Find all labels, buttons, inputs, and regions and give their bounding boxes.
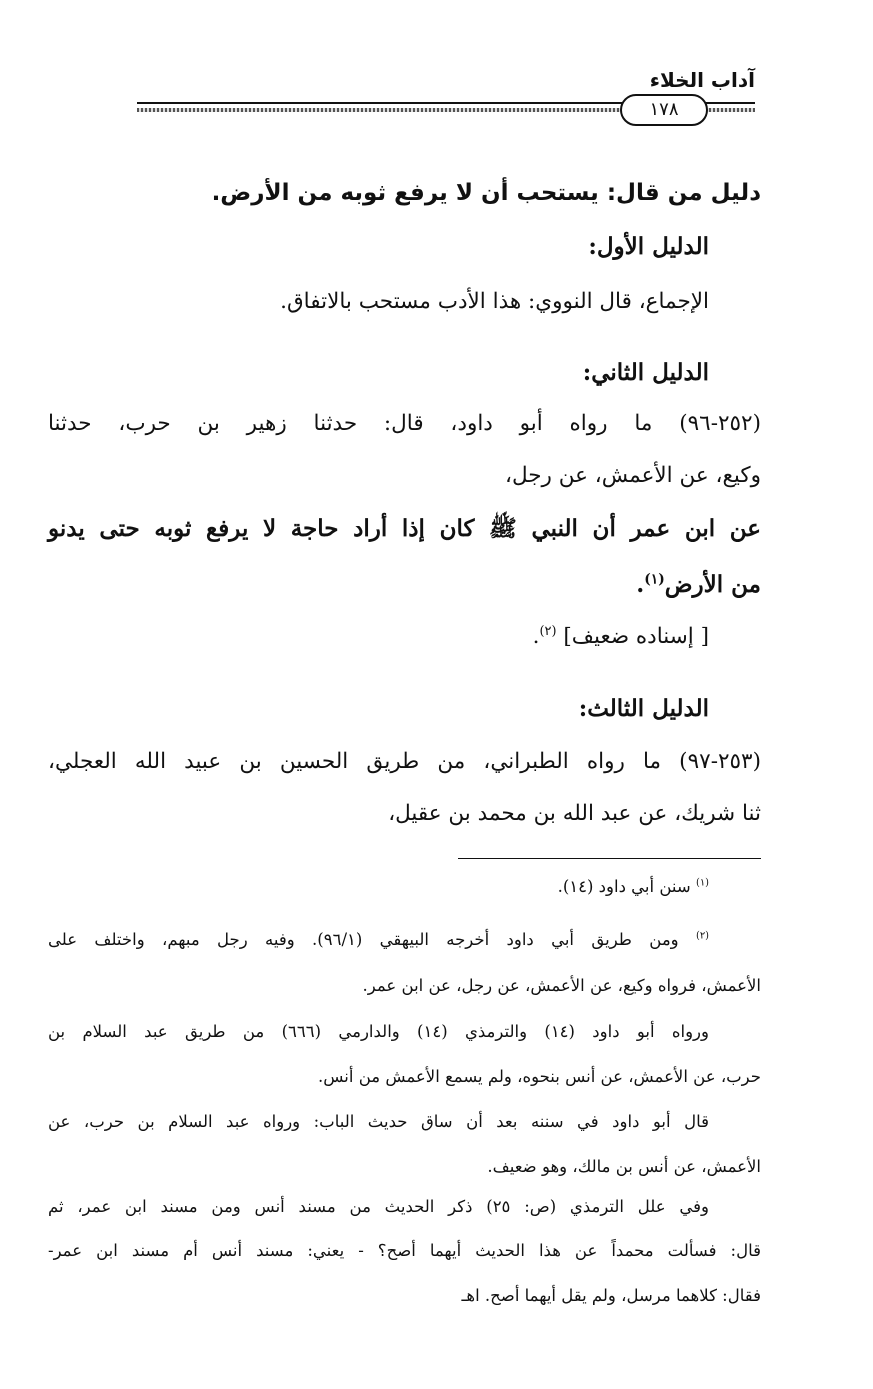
evidence-3-line-2: ثنا شريك، عن عبد الله بن محمد بن عقيل، (388, 801, 761, 826)
grade-line: [ إسناده ضعيف] $^{(٢)}$. (532, 624, 709, 650)
footnote-1-number: (١) (695, 877, 709, 889)
running-title: آداب الخلاء (649, 68, 755, 92)
footnote-ref-2: (٢) (539, 624, 557, 639)
footnote-2-line-1 (48, 930, 709, 950)
footnote-p2-line-2: حرب، عن الأعمش، عن أنس بنحوه، ولم يسمع الأعمش من أنس. (318, 1067, 761, 1086)
evidence-2-heading: الدليل الثاني: (582, 359, 709, 386)
evidence-2-line-2: وكيع، عن الأعمش، عن رجل، (505, 463, 761, 488)
page-number: ١٧٨ (620, 94, 708, 126)
footnote-ref-1: (١) (644, 571, 665, 588)
evidence-3-heading: الدليل الثالث: (578, 695, 709, 722)
footnote-2-line-2: الأعمش، فرواه وكيع، عن الأعمش، عن رجل، عن ابن عمر. (362, 976, 761, 995)
footnote-1-text: سنن أبي داود (١٤). (557, 877, 691, 896)
footnote-separator (458, 858, 761, 859)
footnote-p4-line-1: وفي علل الترمذي (ص: ٢٥) ذكر الحديث من مسند أنس ومن مسند ابن عمر، ثم (48, 1197, 709, 1216)
footnote-1 (48, 877, 709, 897)
footnote-p4-line-3: فقال: كلاهما مرسل، ولم يقل أيهما أصح. اهـ (461, 1286, 761, 1305)
evidence-1-heading: الدليل الأول: (588, 233, 709, 260)
footnote-p2-line-1: ورواه أبو داود (١٤) والترمذي (١٤) والدارمي (٦٦٦) من طريق عبد السلام بن (48, 1022, 709, 1041)
evidence-1-text: الإجماع، قال النووي: هذا الأدب مستحب بالاتفاق. (280, 289, 709, 314)
hadith-line-2-text: من الأرض (664, 571, 761, 598)
hadith-line-2: من الأرض$^{(١)}$. (636, 571, 761, 598)
section-title: دليل من قال: يستحب أن لا يرفع ثوبه من الأرض. (211, 180, 761, 206)
footnote-p3-line-2: الأعمش، عن أنس بن مالك، وهو ضعيف. (487, 1157, 761, 1176)
footnote-2-number: (٢) (695, 930, 709, 942)
grade-text: [ إسناده ضعيف] (563, 624, 709, 650)
evidence-3-line-1: (٢٥٣-٩٧) ما رواه الطبراني، من طريق الحسين بن عبيد الله العجلي، (48, 749, 761, 774)
footnote-p4-line-2: قال: فسألت محمداً عن هذا الحديث أيهما أصح؟ - يعني: مسند أنس أم مسند ابن عمر- (48, 1241, 761, 1260)
footnote-2-line-1-text: ومن طريق أبي داود أخرجه البيهقي (٩٦/١). وفيه رجل مبهم، واختلف على (48, 930, 679, 949)
hadith-line-1: عن ابن عمر أن النبي ﷺ كان إذا أراد حاجة لا يرفع ثوبه حتى يدنو (48, 515, 761, 542)
evidence-2-line-1: (٢٥٢-٩٦) ما رواه أبو داود، قال: حدثنا زهير بن حرب، حدثنا (48, 411, 761, 436)
footnote-p3-line-1: قال أبو داود في سننه بعد أن ساق حديث الباب: ورواه عبد السلام بن حرب، عن (48, 1112, 709, 1131)
